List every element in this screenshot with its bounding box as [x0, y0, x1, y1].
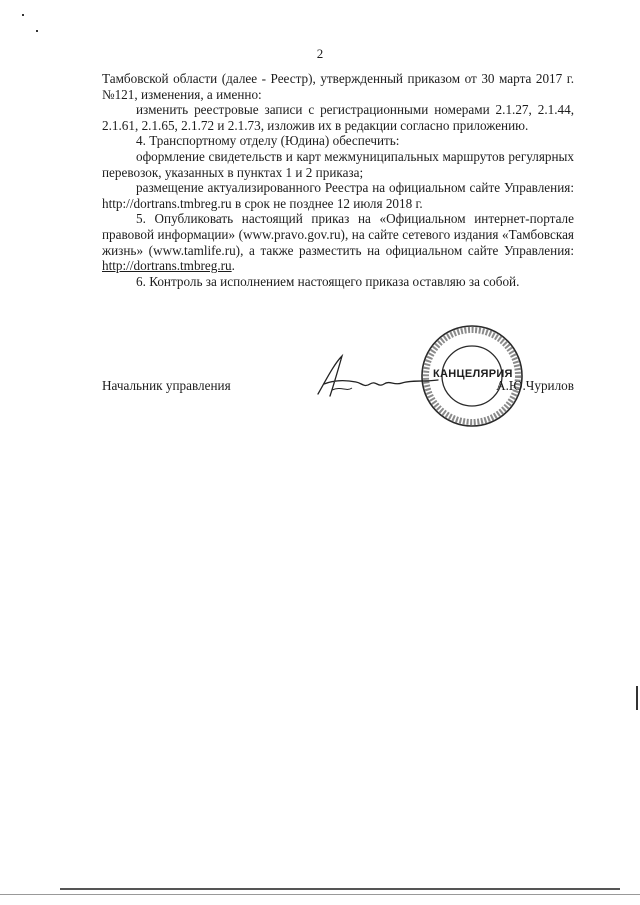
paragraph-item-5	[102, 211, 574, 273]
scan-speck	[22, 14, 24, 16]
signatory-position: Начальник управления	[102, 378, 231, 393]
order-body	[102, 71, 574, 289]
page-number: 2	[316, 46, 324, 61]
paragraph-item-6: 6. Контроль за исполнением настоящего приказа оставляю за собой.	[136, 273, 520, 289]
item-5-text: 5. Опубликовать настоящий приказ на «Официальном интернет-портале правовой информации» (www.pravo.gov.ru), на сайте сетевого издания «Тамбовская жизнь» (www.tamlife.ru), а также разместить на официальном сайте Управления:	[102, 211, 574, 258]
scan-bottom-edge	[60, 888, 620, 890]
scan-bottom-edge-faint	[0, 894, 640, 895]
paragraph-certificates: оформление свидетельств и карт межмуниципальных маршрутов регулярных перевозок, указанных в пунктах 1 и 2 приказа;	[102, 148, 574, 180]
website-link[interactable]: http://dortrans.tmbreg.ru	[102, 258, 232, 274]
scan-speck	[36, 30, 38, 32]
signatory-name: А.Ю.Чурилов	[496, 378, 574, 393]
paragraph-item-4: 4. Транспортному отделу (Юдина) обеспечить:	[136, 133, 400, 149]
paragraph-registry-continuation: Тамбовской области (далее - Реестр), утвержденный приказом от 30 марта 2017 г. №121, изменения, а именно:	[102, 71, 574, 102]
scan-edge-mark	[636, 686, 638, 710]
item-5-end: .	[231, 258, 235, 274]
stamp-center-text: КАНЦЕЛЯРИЯ	[433, 368, 513, 380]
paragraph-change-records: изменить реестровые записи с регистрационными номерами 2.1.27, 2.1.44, 2.1.61, 2.1.65, 2.1.72 и 2.1.73, изложив их в редакции согласно приложению.	[102, 102, 574, 133]
signature-block	[102, 378, 574, 398]
paragraph-publish-registry: размещение актуализированного Реестра на официальном сайте Управления: http://dortrans.tmbreg.ru в срок не позднее 12 июля 2018 г.	[102, 180, 574, 211]
